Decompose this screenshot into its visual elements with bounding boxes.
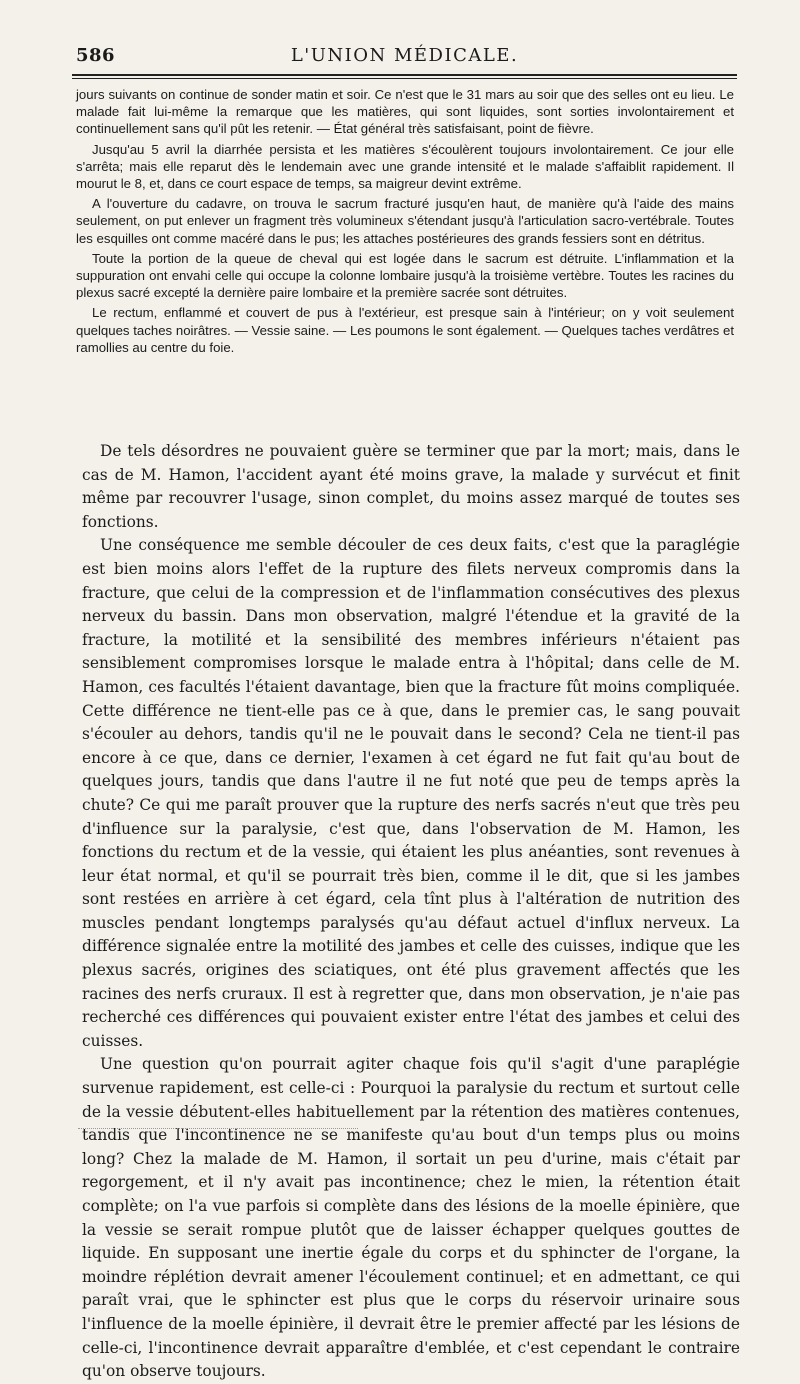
small-paragraph: Toute la portion de la queue de cheval qui est logée dans le sacrum est détruite. L'inflammation et la suppuration ont envahi celle qui occupe la colonne lombaire jusqu'à la troisième vertèbre. Toutes les racines du plexus sacré excepté la dernière paire lombaire et la première sacrée sont détruites. xyxy=(76,250,734,301)
body-paragraph: De tels désordres ne pouvaient guère se terminer que par la mort; mais, dans le cas de M. Hamon, l'accident ayant été moins grave, la malade y survécut et finit même par recouvrer l'usage, sinon complet, du moins assez marqué de toutes ses fonctions. xyxy=(82,442,740,531)
body-paragraph: Une question qu'on pourrait agiter chaque fois qu'il s'agit d'une paraplégie survenue rapidement, est celle-ci : Pourquoi la paralysie du rectum et surtout celle de la vessie débutent-elles habituellement par la rétention des matières contenues, tandis que l'incontinence ne se manifeste qu'au bout d'un temps plus ou moins long? Chez la malade de M. Hamon, il sortait un peu d'urine, mais c'était par regorgement, et il n'y avait pas incontinence; chez le mien, la rétention était complète; on l'a vue parfois si complète dans des lésions de la moelle épinière, que la vessie se serait rompue plutôt que de laisser échapper quelques gouttes de liquide. En supposant une inertie égale du corps et du sphincter de l'organe, la moindre réplétion devrait amener l'écoulement continuel; et en admettant, ce qui paraît vrai, que le sphincter est plus que le corps du réservoir urinaire sous l'influence de la moelle épinière, il devrait être le premier affecté par les lésions de celle-ci, l'incontinence devrait apparaître d'emblée, et c'est cependant le contraire qu'on observe toujours. xyxy=(82,1055,740,1381)
page-number: 586 xyxy=(76,45,116,66)
small-paragraph: jours suivants on continue de sonder matin et soir. Ce n'est que le 31 mars au soir que des selles ont eu lieu. Le malade fait lui-même la remarque que les matières, qui sont liquides, sont sorties involontairement et continuellement sans qu'il pût les retenir. — État général très satisfaisant, point de fièvre. xyxy=(76,87,734,137)
header-rule-thin xyxy=(72,78,737,79)
small-paragraph: Le rectum, enflammé et couvert de pus à l'extérieur, est presque sain à l'intérieur; on y voit seulement quelques taches noirâtres. — Vessie saine. — Les poumons le sont également. — Quelques taches verdâtres et ramollies au centre du foie. xyxy=(76,305,734,355)
footer-divider xyxy=(78,1128,358,1129)
header-rule-thick xyxy=(72,74,737,76)
discussion-section xyxy=(82,440,740,1384)
page-header xyxy=(72,45,737,71)
body-paragraph: Une conséquence me semble découler de ces deux faits, c'est que la paraglégie est bien moins alors l'effet de la rupture des filets nerveux compromis dans la fracture, que celui de la compression et de l'inflammation consécutives des plexus nerveux du bassin. Dans mon observation, malgré l'étendue et la gravité de la fracture, la motilité et la sensibilité des membres inférieurs n'étaient pas sensiblement compromises lorsque le malade entra à l'hôpital; dans celle de M. Hamon, ces facultés l'étaient davantage, bien que la fracture fût moins compliquée. Cette différence ne tient-elle pas ce à que, dans le premier cas, le sang pouvait s'écouler au dehors, tandis qu'il ne le pouvait dans le second? Cela ne tient-il pas encore à ce que, dans ce dernier, l'examen à cet égard ne fut fait qu'au bout de quelques jours, tandis que dans l'autre il ne fut noté que peu de temps après la chute? Ce qui me paraît prouver que la rupture des nerfs sacrés n'eut que très peu d'influence sur la paralysie, c'est que, dans l'observation de M. Hamon, les fonctions du rectum et de la vessie, qui étaient les plus anéanties, sont revenues à leur état normal, et qu'il se pourrait très bien, comme il le dit, que si les jambes sont restées en arrière à cet égard, cela tînt plus à l'altération de nutrition des muscles pendant longtemps paralysés qu'au défaut actuel d'influx nerveux. La différence signalée entre la motilité des jambes et celle des cuisses, indique que les plexus sacrés, origines des sciatiques, ont été plus gravement affectés que les racines des nerfs cruraux. Il est à regretter que, dans mon observation, je n'aie pas recherché ces différences qui pouvaient exister entre l'état des jambes et celui des cuisses. xyxy=(82,536,740,1050)
case-report-section xyxy=(76,86,734,359)
small-paragraph: Jusqu'au 5 avril la diarrhée persista et les matières s'écoulèrent toujours involontairement. Ce jour elle s'arrêta; mais elle reparut dès le lendemain avec une grande intensité et le malade s'affaiblit rapidement. Il mourut le 8, et, dans ce court espace de temps, sa maigreur devint extrême. xyxy=(76,141,734,192)
journal-title: L'UNION MÉDICALE. xyxy=(290,45,519,66)
small-paragraph: A l'ouverture du cadavre, on trouva le sacrum fracturé jusqu'en haut, de manière qu'à l'aide des mains seulement, on put enlever un fragment très volumineux s'étendant jusqu'à l'articulation sacro-vertébrale. Toutes les esquilles ont comme macéré dans le pus; les attaches postérieures des grands fessiers sont en détritus. xyxy=(76,196,734,246)
